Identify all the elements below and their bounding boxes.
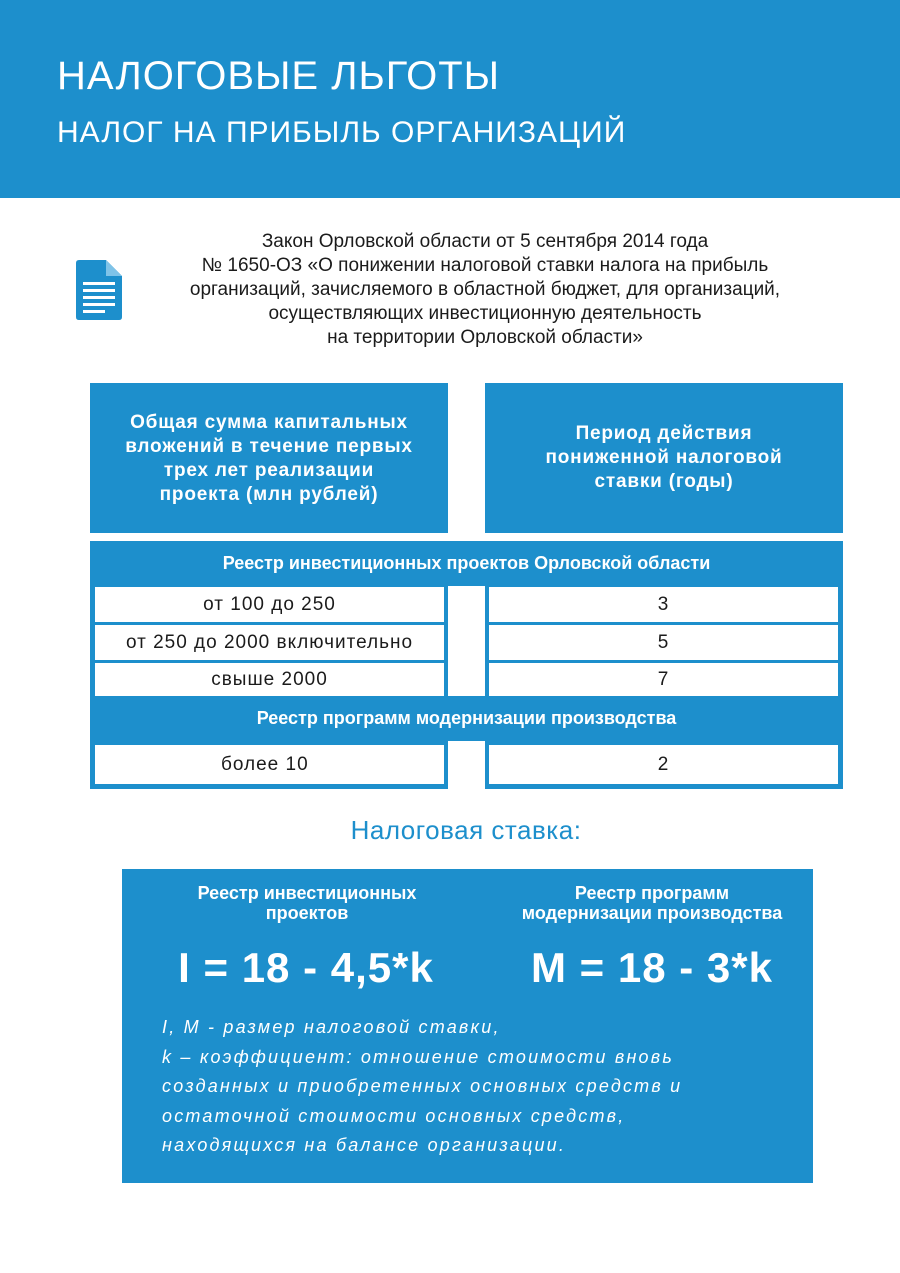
header-line: Период действия [575,423,753,444]
heading-line: Реестр программ [574,883,730,903]
heading-line: модернизации производства [521,903,783,923]
modernization-registry-heading [492,883,812,923]
table-cell-years: 5 [489,625,838,660]
column-header-investment [90,383,448,533]
law-description [130,230,840,350]
investment-registry-heading [162,883,452,923]
table-cell-range: от 250 до 2000 включительно [95,625,444,660]
page-title: НАЛОГОВЫЕ ЛЬГОТЫ [57,54,501,98]
header-line: трех лет реализации [163,460,375,481]
table-cell-years: 2 [489,745,838,784]
investment-formula: I = 18 - 4,5*k [178,944,434,991]
tax-rate-box [122,869,813,1183]
table-cell-range: от 100 до 250 [95,587,444,622]
column-gap [448,741,485,789]
law-line: организаций, зачисляемого в областной бюджет, для организаций, [189,279,781,300]
law-line: на территории Орловской области» [327,327,643,348]
law-line: № 1650-ОЗ «О понижении налоговой ставки налога на прибыль [201,255,769,276]
section-modernization-registry: Реестр программ модернизации производства [256,708,677,728]
document-icon [76,260,122,320]
note-line: находящихся на балансе организации. [162,1135,567,1155]
modernization-formula: M = 18 - 3*k [531,944,773,991]
column-gap [448,586,485,696]
note-line: созданных и приобретенных основных средств и [162,1076,683,1096]
header-line: Общая сумма капитальных [130,412,408,433]
header-line: пониженной налоговой [545,447,783,468]
table-cell-range: более 10 [95,745,444,784]
note-line: k – коэффициент: отношение стоимости вновь [162,1046,675,1067]
tax-rate-title: Налоговая ставка: [350,815,582,845]
header-line: ставки (годы) [594,471,734,492]
page-subtitle: НАЛОГ НА ПРИБЫЛЬ ОРГАНИЗАЦИЙ [57,116,627,149]
law-line: осуществляющих инвестиционную деятельность [268,303,702,324]
table-cell-years: 3 [489,587,838,622]
heading-line: проектов [265,903,349,923]
heading-line: Реестр инвестиционных [197,883,417,903]
header-banner [0,0,900,198]
table-cell-years: 7 [489,663,838,696]
note-line: I, M - размер налоговой ставки, [162,1017,501,1037]
column-header-period [485,383,843,533]
header-line: вложений в течение первых [125,436,413,457]
section-investment-registry: Реестр инвестиционных проектов Орловской области [222,553,711,573]
table-cell-range: свыше 2000 [95,663,444,696]
formula-notes [162,1013,792,1161]
note-line: остаточной стоимости основных средств, [162,1105,626,1126]
law-line: Закон Орловской области от 5 сентября 2014 года [261,231,709,252]
header-line: проекта (млн рублей) [159,484,379,505]
